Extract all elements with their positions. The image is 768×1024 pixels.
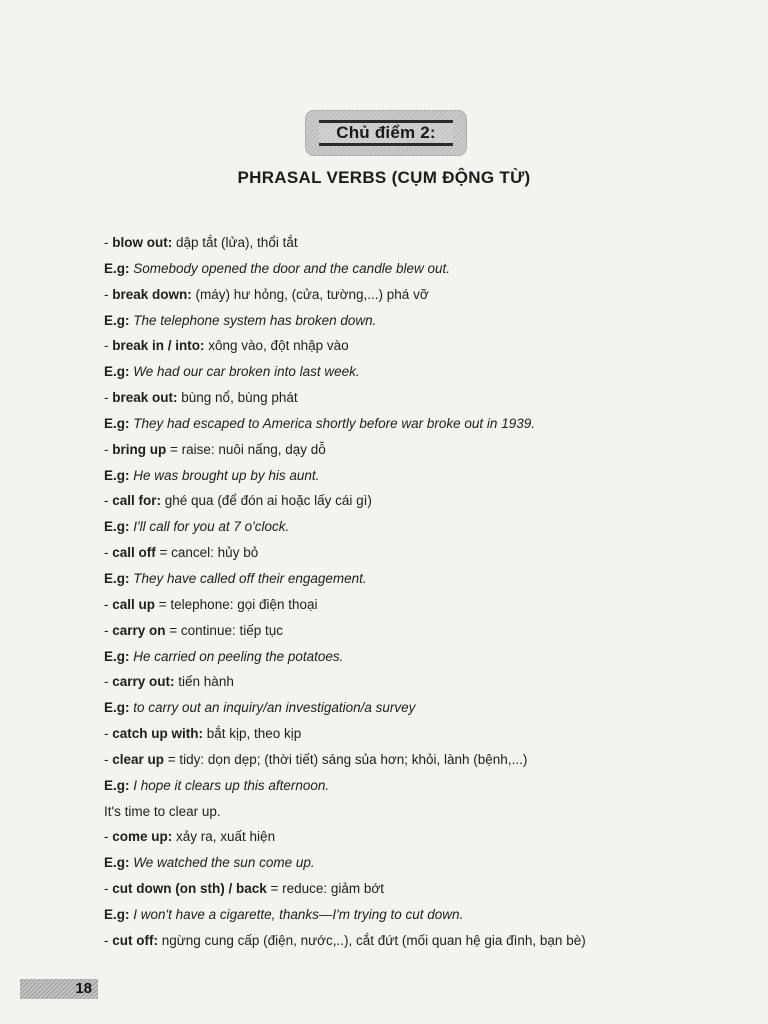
- phrasal-verb-term: cut down (on sth) / back: [112, 881, 267, 897]
- example-line: [104, 695, 744, 721]
- definition-line: [104, 747, 744, 773]
- phrasal-verb-term: catch up with:: [112, 726, 203, 742]
- definition-text: = telephone: gọi điện thoại: [155, 596, 318, 612]
- bullet-dash: -: [104, 751, 113, 767]
- example-label: E.g:: [104, 777, 130, 793]
- bullet-dash: -: [104, 493, 113, 509]
- example-label: E.g:: [104, 855, 130, 871]
- phrasal-verb-term: bring up: [112, 441, 167, 457]
- example-sentence: I'll call for you at 7 o'clock.: [129, 519, 290, 535]
- page-number-tab: [20, 979, 98, 999]
- chapter-badge: [305, 110, 467, 156]
- phrasal-verb-term: call up: [112, 596, 156, 612]
- bullet-dash: -: [104, 829, 113, 845]
- chapter-label: Chủ điểm 2:: [336, 123, 436, 142]
- bullet-dash: -: [104, 622, 113, 638]
- chapter-badge-frame: [319, 120, 453, 146]
- phrasal-verb-term: break in / into:: [112, 338, 205, 354]
- example-label: E.g:: [104, 415, 130, 431]
- example-line: [104, 308, 744, 334]
- definition-text: xông vào, đột nhập vào: [204, 338, 349, 354]
- definition-line: [104, 230, 744, 256]
- phrasal-verb-term: come up:: [112, 829, 173, 845]
- example-line: [104, 514, 744, 540]
- phrasal-verb-term: carry out:: [112, 674, 175, 690]
- definition-text: = raise: nuôi nấng, dạy dỗ: [166, 441, 326, 457]
- definition-text: ngừng cung cấp (điện, nước,..), cắt đứt (mối quan hệ gia đình, bạn bè): [157, 932, 586, 948]
- example-sentence: We watched the sun come up.: [129, 855, 315, 871]
- bullet-dash: -: [104, 932, 113, 948]
- definition-text: tiến hành: [174, 674, 234, 690]
- definition-line: [104, 928, 744, 954]
- phrasal-verb-term: cut off:: [112, 932, 158, 948]
- phrasal-verb-term: break down:: [112, 286, 192, 302]
- bullet-dash: -: [104, 286, 113, 302]
- example-label: E.g:: [104, 700, 130, 716]
- definition-text: = cancel: hủy bỏ: [155, 545, 259, 561]
- phrasal-verb-term: call for:: [112, 493, 162, 509]
- example-label: E.g:: [104, 260, 130, 276]
- bullet-dash: -: [104, 235, 113, 250]
- example-sentence: Somebody opened the door and the candle blew out.: [129, 260, 450, 276]
- bullet-dash: -: [104, 441, 113, 457]
- definition-line: [104, 618, 744, 644]
- example-sentence: He carried on peeling the potatoes.: [129, 648, 344, 664]
- example-line: [104, 256, 744, 282]
- phrasal-verb-term: call off: [112, 545, 156, 561]
- bullet-dash: -: [104, 545, 113, 561]
- example-label: E.g:: [104, 312, 130, 328]
- phrasal-verb-term: carry on: [112, 622, 166, 638]
- example-line: [104, 644, 744, 670]
- definition-line: [104, 437, 744, 463]
- plain-line: [104, 799, 744, 825]
- example-line: [104, 566, 744, 592]
- bullet-dash: -: [104, 338, 113, 354]
- definition-text: = continue: tiếp tục: [165, 622, 283, 638]
- definition-text: ghé qua (để đón ai hoặc lấy cái gì): [161, 493, 372, 509]
- example-sentence: to carry out an inquiry/an investigation/a survey: [129, 700, 416, 716]
- example-label: E.g:: [104, 467, 130, 483]
- phrasal-verb-list: [104, 230, 744, 954]
- example-line: [104, 463, 744, 489]
- definition-text: = tidy: dọn dẹp; (thời tiết) sáng sủa hơn; khỏi, lành (bệnh,...): [164, 751, 528, 767]
- definition-text: xảy ra, xuất hiện: [172, 829, 276, 845]
- phrasal-verb-term: blow out:: [112, 235, 173, 250]
- bullet-dash: -: [104, 726, 113, 742]
- bullet-dash: -: [104, 596, 113, 612]
- definition-line: [104, 721, 744, 747]
- page-number: 18: [75, 980, 92, 997]
- definition-line: [104, 876, 744, 902]
- example-label: E.g:: [104, 570, 130, 586]
- bullet-dash: -: [104, 674, 113, 690]
- plain-text: It's time to clear up.: [104, 803, 221, 819]
- definition-line: [104, 669, 744, 695]
- example-sentence: He was brought up by his aunt.: [129, 467, 320, 483]
- phrasal-verb-term: clear up: [112, 751, 165, 767]
- definition-line: [104, 333, 744, 359]
- definition-text: bùng nổ, bùng phát: [177, 390, 298, 406]
- definition-line: [104, 282, 744, 308]
- example-sentence: I won't have a cigarette, thanks—I'm trying to cut down.: [129, 906, 464, 922]
- definition-line: [104, 592, 744, 618]
- definition-text: bắt kịp, theo kịp: [203, 726, 302, 742]
- definition-line: [104, 385, 744, 411]
- example-line: [104, 850, 744, 876]
- bullet-dash: -: [104, 881, 113, 897]
- phrasal-verb-term: break out:: [112, 390, 178, 406]
- definition-text: (máy) hư hỏng, (cửa, tường,...) phá vỡ: [191, 286, 429, 302]
- example-line: [104, 411, 744, 437]
- example-sentence: I hope it clears up this afternoon.: [129, 777, 330, 793]
- example-sentence: They have called off their engagement.: [129, 570, 367, 586]
- example-line: [104, 773, 744, 799]
- example-sentence: They had escaped to America shortly before war broke out in 1939.: [129, 415, 535, 431]
- definition-line: [104, 540, 744, 566]
- example-sentence: The telephone system has broken down.: [129, 312, 377, 328]
- example-label: E.g:: [104, 906, 130, 922]
- bullet-dash: -: [104, 390, 113, 406]
- definition-text: dập tắt (lửa), thổi tắt: [172, 235, 298, 250]
- example-line: [104, 359, 744, 385]
- definition-line: [104, 488, 744, 514]
- example-label: E.g:: [104, 364, 130, 380]
- example-sentence: We had our car broken into last week.: [129, 364, 360, 380]
- page-title: PHRASAL VERBS (CỤM ĐỘNG TỪ): [237, 168, 531, 187]
- definition-text: = reduce: giảm bớt: [266, 881, 385, 897]
- example-line: [104, 902, 744, 928]
- example-label: E.g:: [104, 519, 130, 535]
- definition-line: [104, 824, 744, 850]
- example-label: E.g:: [104, 648, 130, 664]
